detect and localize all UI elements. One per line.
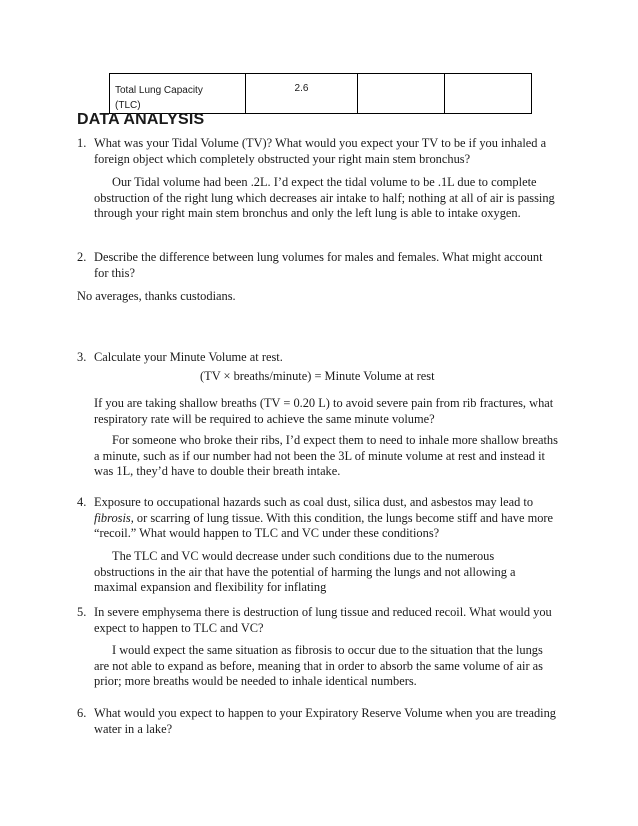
answer-1-line3: through your right main stem bronchus and only the left lung is able to intake oxygen.	[94, 206, 521, 220]
question-6-line1: What would you expect to happen to your Expiratory Reserve Volume when you are treading	[94, 706, 556, 720]
answer-5-line3: prior; more breaths would be needed to inhale identical numbers.	[94, 674, 417, 688]
lung-volume-table	[109, 73, 532, 114]
answer-3-line2: a minute, such as if our number had not been the 3L of minute volume at rest and instead it	[94, 448, 545, 463]
answer-1-line1: Our Tidal volume had been .2L. I’d expect the tidal volume to be .1L due to complete	[112, 175, 537, 189]
question-5-line2: expect to happen to TLC and VC?	[94, 620, 264, 635]
answer-5-line2: are not able to expand as before, meaning that in order to absorb the same volume of air as	[94, 658, 544, 673]
question-4-line1: Exposure to occupational hazards such as coal dust, silica dust, and asbestos may lead to	[94, 495, 534, 509]
answer-1	[94, 175, 584, 222]
answer-4-line1: The TLC and VC would decrease under such conditions due to the numerous	[112, 549, 495, 563]
table-label-line1: Total Lung Capacity	[115, 85, 203, 96]
question-6	[77, 706, 577, 737]
answer-2: No averages, thanks custodians.	[77, 289, 236, 303]
question-number: 4.	[77, 495, 87, 509]
question-number: 3.	[77, 350, 87, 364]
question-4-line3: “recoil.” What would happen to TLC and VC under these conditions?	[94, 526, 440, 540]
question-number: 6.	[77, 706, 87, 720]
question-1-line1: What was your Tidal Volume (TV)? What would you expect your TV to be if you inhaled a	[94, 136, 547, 150]
question-1	[77, 136, 577, 167]
question-3-sub-line2: respiratory rate will be required to achieve the same minute volume?	[94, 411, 435, 426]
answer-5-line1: I would expect the same situation as fibrosis to occur due to the situation that the lungs	[112, 643, 543, 657]
answer-3-line3: was 1L, they’d have to double their breath intake.	[94, 464, 341, 478]
question-2	[77, 250, 577, 281]
table-cell-label	[110, 74, 246, 114]
answer-4	[94, 549, 594, 596]
answer-3	[94, 433, 594, 480]
table-label-line2: (TLC)	[115, 100, 141, 111]
question-3	[77, 350, 577, 366]
answer-4-line2: obstructions in the air that have the potential of harming the lungs and not allowing a	[94, 564, 516, 579]
section-heading: DATA ANALYSIS	[77, 111, 205, 128]
question-3-sub	[94, 396, 594, 427]
question-1-line2: foreign object which completely obstructed your right main stem bronchus?	[94, 151, 471, 166]
answer-3-line1: For someone who broke their ribs, I’d expect them to need to inhale more shallow breaths	[112, 433, 558, 447]
table-cell-empty-4	[445, 74, 532, 114]
table-cell-empty-3	[358, 74, 445, 114]
table-row-tlc	[110, 74, 532, 114]
question-4-line2-rest: or scarring of lung tissue. With this condition, the lungs become stiff and have more	[133, 510, 554, 525]
minute-volume-formula: (TV × breaths/minute) = Minute Volume at rest	[200, 369, 435, 383]
question-5	[77, 605, 577, 636]
question-4	[77, 495, 577, 542]
question-6-line2: water in a lake?	[94, 721, 173, 736]
question-number: 2.	[77, 250, 87, 264]
question-number: 5.	[77, 605, 87, 619]
question-3-line1: Calculate your Minute Volume at rest.	[94, 350, 283, 364]
answer-4-line3: maximal expansion and flexibility for inflating	[94, 580, 327, 594]
question-3-sub-line1: If you are taking shallow breaths (TV = 0.20 L) to avoid severe pain from rib fractures, what	[94, 396, 554, 410]
fibrosis-term: fibrosis,	[94, 510, 134, 525]
question-number: 1.	[77, 136, 87, 150]
question-2-line1: Describe the difference between lung volumes for males and females. What might account	[94, 250, 543, 264]
question-4-line2	[94, 511, 577, 527]
question-2-line2: for this?	[94, 265, 135, 280]
answer-1-line2: obstruction of the right lung which decreases air intake to half; nothing at all of air is passing	[94, 190, 555, 205]
answer-5	[94, 643, 594, 690]
question-5-line1: In severe emphysema there is destruction of lung tissue and reduced recoil. What would you	[94, 605, 552, 619]
table-cell-value: 2.6	[246, 74, 358, 114]
